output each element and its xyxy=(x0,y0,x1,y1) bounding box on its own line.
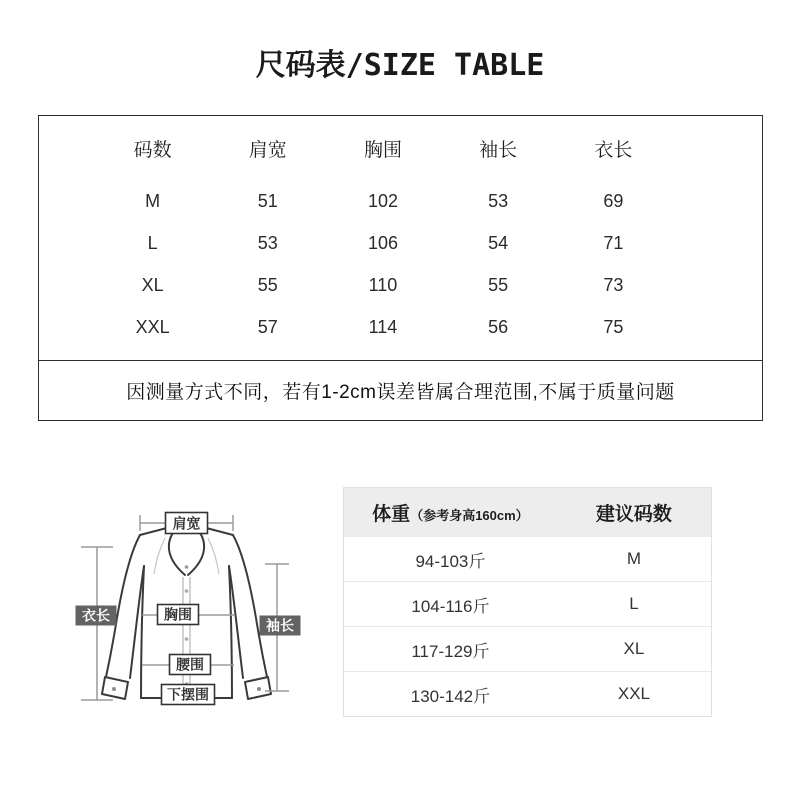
weight-range-cell: 117-129斤 xyxy=(411,641,490,661)
size-table xyxy=(38,115,763,421)
size-cell: 110 xyxy=(368,274,398,295)
size-cell: 102 xyxy=(367,190,398,211)
size-cell: 69 xyxy=(603,190,624,211)
waist-label: 腰围 xyxy=(176,656,204,673)
weight-table-header xyxy=(344,488,711,537)
size-cell: 53 xyxy=(257,232,278,253)
table-row xyxy=(95,264,671,306)
size-cell: 57 xyxy=(257,316,278,337)
suggested-size-cell: L xyxy=(629,594,639,613)
suggested-size-cell: XL xyxy=(623,639,645,658)
size-cell: L xyxy=(147,232,158,253)
weight-range-cell: 104-116斤 xyxy=(411,596,490,616)
shirt-measurement-diagram xyxy=(45,478,345,763)
size-cell: 54 xyxy=(488,232,509,253)
weight-range-cell: 130-142斤 xyxy=(410,686,491,706)
hem-measure xyxy=(162,685,215,705)
sleeve-right-outer xyxy=(233,535,267,677)
page-title: 尺码表/SIZE TABLE xyxy=(255,48,545,83)
tolerance-note: 因测量方式不同，若有1-2cm误差皆属合理范围,不属于质量问题 xyxy=(39,360,762,420)
size-cell: 55 xyxy=(257,274,278,295)
sleeve-label: 袖长 xyxy=(266,617,294,634)
cuff-button-right xyxy=(257,687,261,691)
table-row xyxy=(344,671,711,716)
table-row xyxy=(344,626,711,671)
waist-measure xyxy=(142,655,234,675)
size-cell: 55 xyxy=(488,274,509,295)
shoulder-label: 肩宽 xyxy=(172,515,201,532)
size-cell: 106 xyxy=(367,232,398,253)
suggested-size-cell: XXL xyxy=(617,684,650,703)
size-header-row xyxy=(95,116,671,180)
weight-column-header xyxy=(344,499,557,526)
table-row xyxy=(344,581,711,626)
shirt-diagram-svg xyxy=(45,478,345,763)
hem-label: 下摆围 xyxy=(167,686,209,703)
size-grid xyxy=(95,116,671,348)
yoke-seam-left xyxy=(154,538,165,574)
size-col-header: 袖长 xyxy=(479,139,518,161)
size-col-header: 衣长 xyxy=(594,139,633,161)
cuff-button-left xyxy=(112,687,116,691)
suggested-size-cell: M xyxy=(626,549,642,568)
size-cell: XL xyxy=(141,274,164,295)
table-row xyxy=(95,222,671,264)
size-cell: 75 xyxy=(603,316,624,337)
table-row xyxy=(344,537,711,581)
chest-measure xyxy=(142,605,234,625)
placket-button xyxy=(185,589,189,593)
weight-header-sub: （参考身高160cm） xyxy=(410,508,529,523)
size-cell: M xyxy=(145,190,161,211)
size-cell: 114 xyxy=(368,316,398,337)
yoke-seam-right xyxy=(208,538,219,574)
weight-size-table xyxy=(343,487,712,717)
weight-header-main: 体重 xyxy=(372,504,411,525)
size-cell: 56 xyxy=(488,316,509,337)
table-row xyxy=(95,180,671,222)
table-row xyxy=(95,306,671,348)
placket-button xyxy=(185,637,189,641)
size-col-header: 码数 xyxy=(133,139,172,161)
size-cell: XXL xyxy=(135,316,170,337)
size-col-header: 肩宽 xyxy=(248,139,287,161)
collar-button xyxy=(185,565,189,569)
size-cell: 51 xyxy=(257,190,278,211)
size-col-header: 胸围 xyxy=(363,139,402,161)
length-label: 衣长 xyxy=(82,607,110,624)
length-measure xyxy=(76,547,117,700)
size-cell: 71 xyxy=(603,232,624,253)
chest-label: 胸围 xyxy=(164,606,192,623)
size-cell: 73 xyxy=(603,274,624,295)
size-cell: 53 xyxy=(488,190,509,211)
weight-range-cell: 94-103斤 xyxy=(415,551,486,571)
suggested-size-column-header: 建议码数 xyxy=(595,504,672,525)
